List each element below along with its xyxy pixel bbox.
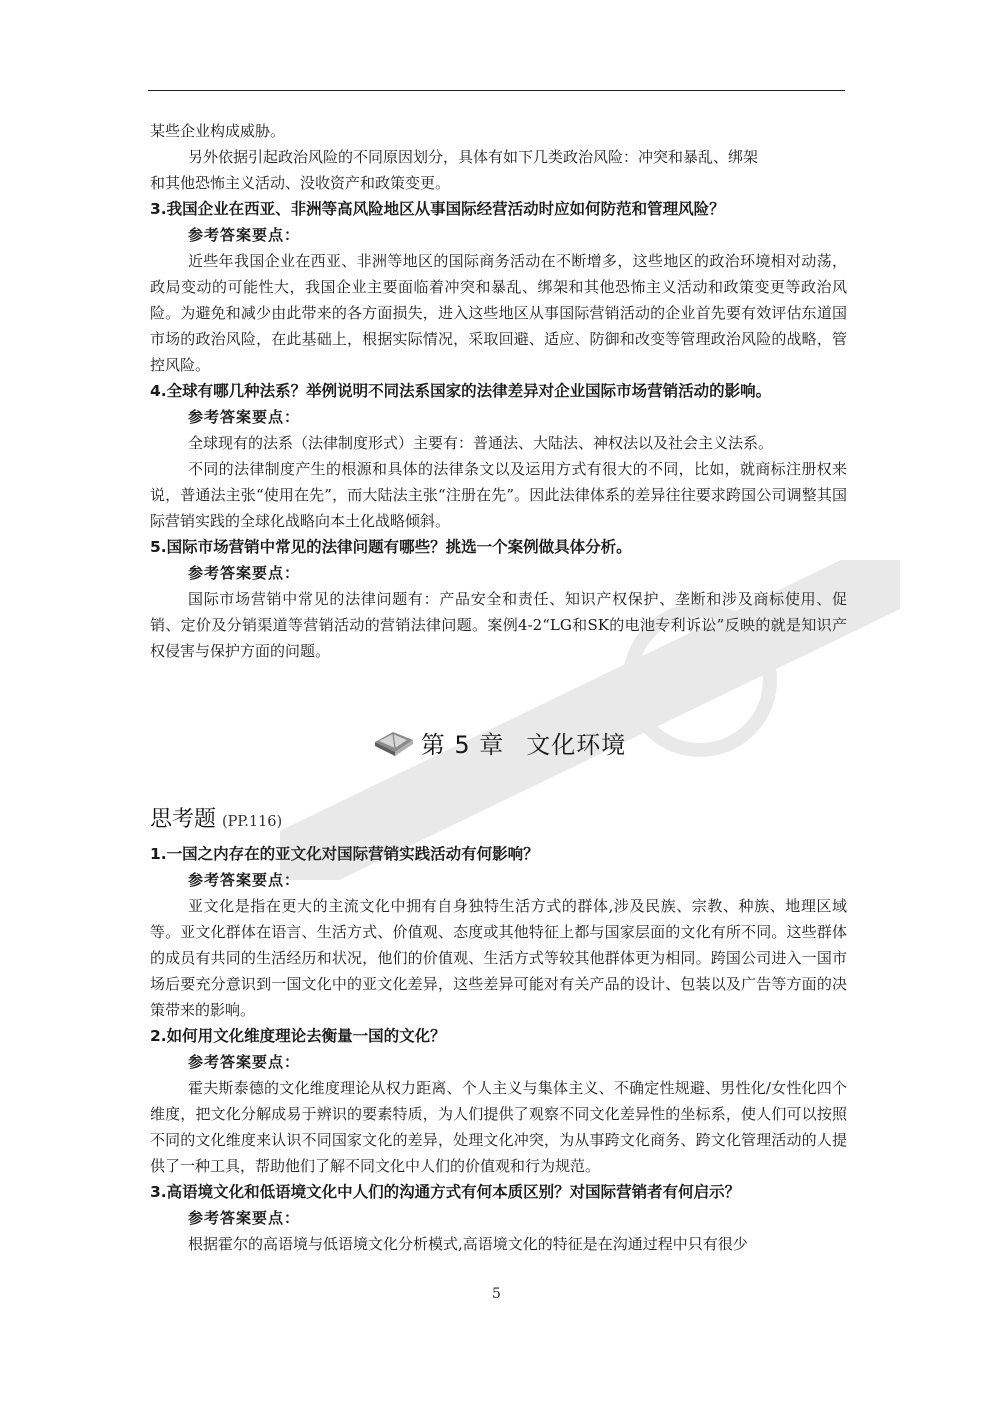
page-content xyxy=(150,118,847,1257)
answer-paragraph: 近些年我国企业在西亚、非洲等地区的国际商务活动在不断增多，这些地区的政治环境相对动荡，政局变动的可能性大，我国企业主要面临着冲突和暴乱、绑架和其他恐怖主义活动和政策变更等政治风险。为避免和减少由此带来的各方面损失，进入这些地区从事国际营销活动的企业首先要有效评估东道国市场的政治风险，在此基础上，根据实际情况，采取回避、适应、防御和改变等管理政治风险的战略，管控风险。 xyxy=(150,252,847,374)
chapter-heading xyxy=(150,720,847,782)
section-pages: (PP.116) xyxy=(222,814,283,830)
continuation-line-1: 某些企业构成威胁。 xyxy=(150,122,286,140)
answer-paragraph: 全球现有的法系（法律制度形式）主要有：普通法、大陆法、神权法以及社会主义法系。 xyxy=(188,434,774,452)
answer-label: 参考答案要点： xyxy=(188,408,301,426)
section-heading xyxy=(150,802,847,833)
question-heading: 3.高语境文化和低语境文化中人们的沟通方式有何本质区别？对国际营销者有何启示？ xyxy=(150,1183,741,1201)
answer-paragraph: 霍夫斯泰德的文化维度理论从权力距离、个人主义与集体主义、不确定性规避、男性化/女性化四个维度，把文化分解成易于辨识的要素特质，为人们提供了观察不同文化差异性的坐标系，使人们可以按照不同的文化维度来认识不同国家文化的差异，处理文化冲突，为从事跨文化商务、跨文化管理活动的人提供了一种工具，帮助他们了解不同文化中人们的价值观和行为规范。 xyxy=(150,1079,847,1175)
answer-paragraph: 亚文化是指在更大的主流文化中拥有自身独特生活方式的群体,涉及民族、宗教、种族、地理区域等。亚文化群体在语言、生活方式、价值观、态度或其他特征上都与国家层面的文化有所不同。这些群体的成员有共同的生活经历和状况，他们的价值观、生活方式等较其他群体更为相同。跨国公司进入一国市场后要充分意识到一国文化中的亚文化差异，这些差异可能对有关产品的设计、包装以及广告等方面的决策带来的影响。 xyxy=(150,897,847,1019)
section-title: 思考题 xyxy=(150,807,217,832)
header-rule xyxy=(148,90,845,91)
question-heading: 3.我国企业在西亚、非洲等高风险地区从事国际经营活动时应如何防范和管理风险？ xyxy=(150,200,725,218)
question-heading: 2.如何用文化维度理论去衡量一国的文化？ xyxy=(150,1027,446,1045)
answer-label: 参考答案要点： xyxy=(188,871,301,889)
question-heading: 4.全球有哪几种法系？举例说明不同法系国家的法律差异对企业国际市场营销活动的影响。 xyxy=(150,382,772,400)
answer-paragraph: 根据霍尔的高语境与低语境文化分析模式,高语境文化的特征是在沟通过程中只有很少 xyxy=(188,1235,748,1253)
answer-label: 参考答案要点： xyxy=(188,226,301,244)
question-heading: 5.国际市场营销中常见的法律问题有哪些？挑选一个案例做具体分析。 xyxy=(150,538,632,556)
book-icon xyxy=(371,720,417,764)
chapter-title: 第 5 章 文化环境 xyxy=(420,730,627,759)
answer-label: 参考答案要点： xyxy=(188,1209,301,1227)
continuation-line-2: 另外依据引起政治风险的不同原因划分，具体有如下几类政治风险：冲突和暴乱、绑架 xyxy=(188,148,759,166)
question-heading: 1.一国之内存在的亚文化对国际营销实践活动有何影响？ xyxy=(150,845,539,863)
answer-paragraph: 国际市场营销中常见的法律问题有：产品安全和责任、知识产权保护、垄断和涉及商标使用、促销、定价及分销渠道等营销活动的营销法律问题。案例4-2“LG和SK的电池专利诉讼”反映的就是知识产权侵害与保护方面的问题。 xyxy=(150,590,847,660)
answer-paragraph: 不同的法律制度产生的根源和具体的法律条文以及运用方式有很大的不同，比如，就商标注册权来说，普通法主张“使用在先”，而大陆法主张“注册在先”。因此法律体系的差异往往要求跨国公司调整其国际营销实践的全球化战略向本土化战略倾斜。 xyxy=(150,460,847,530)
answer-label: 参考答案要点： xyxy=(188,1053,301,1071)
answer-label: 参考答案要点： xyxy=(188,564,301,582)
page-number: 5 xyxy=(492,1286,501,1302)
continuation-line-3: 和其他恐怖主义活动、没收资产和政策变更。 xyxy=(150,174,451,192)
